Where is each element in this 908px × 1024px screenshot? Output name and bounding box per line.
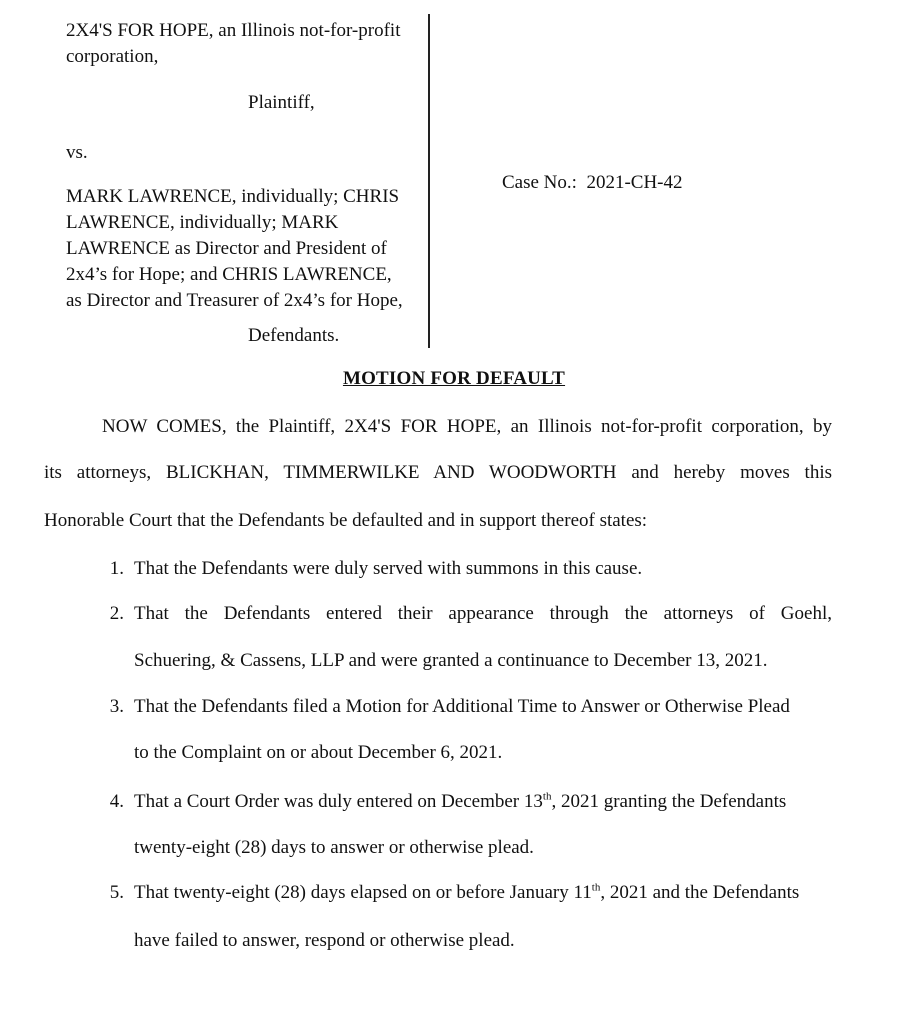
defendant-line: 2x4’s for Hope; and CHRIS LAWRENCE, [66, 264, 392, 285]
item-text-part: , 2021 granting the Defendants [551, 791, 787, 812]
item-text [134, 882, 832, 904]
versus-label: vs. [66, 142, 88, 163]
defendant-line: MARK LAWRENCE, individually; CHRIS [66, 186, 400, 207]
item-text: to the Complaint on or about December 6, 2021. [134, 742, 503, 763]
defendant-label: Defendants. [248, 325, 340, 346]
item-number: 3. [109, 696, 124, 717]
item-text: That the Defendants filed a Motion for Additional Time to Answer or Otherwise Plead [134, 696, 790, 717]
defendant-line: LAWRENCE, individually; MARK [66, 212, 339, 233]
item-text-part: That twenty-eight (28) days elapsed on or before January 11 [134, 882, 592, 903]
caption-divider [428, 14, 430, 348]
item-text: That the Defendants were duly served with summons in this cause. [134, 558, 643, 579]
item-text-part: That a Court Order was duly entered on December 13 [134, 791, 543, 812]
case-number [502, 170, 683, 196]
intro-line: Honorable Court that the Defendants be defaulted and in support thereof states: [44, 510, 648, 531]
defendant-names [66, 184, 403, 314]
item-number: 1. [109, 558, 124, 579]
item-text [134, 791, 832, 813]
plaintiff-line: corporation, [66, 46, 159, 67]
item-text: have failed to answer, respond or otherwise plead. [134, 930, 515, 951]
plaintiff-line: 2X4'S FOR HOPE, an Illinois not-for-profit [66, 20, 401, 41]
ordinal-suffix: th [591, 881, 601, 894]
intro-line: its attorneys, BLICKHAN, TIMMERWILKE AND WOODWORTH and hereby moves this [44, 462, 832, 483]
case-label: Case No.: [502, 172, 577, 193]
item-number: 5. [109, 882, 124, 903]
plaintiff-label: Plaintiff, [248, 92, 315, 113]
defendant-line: LAWRENCE as Director and President of [66, 238, 387, 259]
item-text: That the Defendants entered their appearance through the attorneys of Goehl, [134, 603, 832, 624]
item-text: twenty-eight (28) days to answer or otherwise plead. [134, 837, 534, 858]
defendant-line: as Director and Treasurer of 2x4’s for Hope, [66, 290, 403, 311]
document-title: MOTION FOR DEFAULT [342, 368, 566, 389]
item-text-part: , 2021 and the Defendants [600, 882, 800, 903]
intro-line: NOW COMES, the Plaintiff, 2X4'S FOR HOPE, an Illinois not-for-profit corporation, by [102, 416, 832, 437]
item-number: 4. [109, 791, 124, 812]
case-number-value: 2021-CH-42 [586, 172, 683, 193]
plaintiff-name [66, 18, 400, 70]
item-text: Schuering, & Cassens, LLP and were granted a continuance to December 13, 2021. [134, 650, 768, 671]
item-number: 2. [109, 603, 124, 624]
ordinal-suffix: th [542, 790, 552, 803]
